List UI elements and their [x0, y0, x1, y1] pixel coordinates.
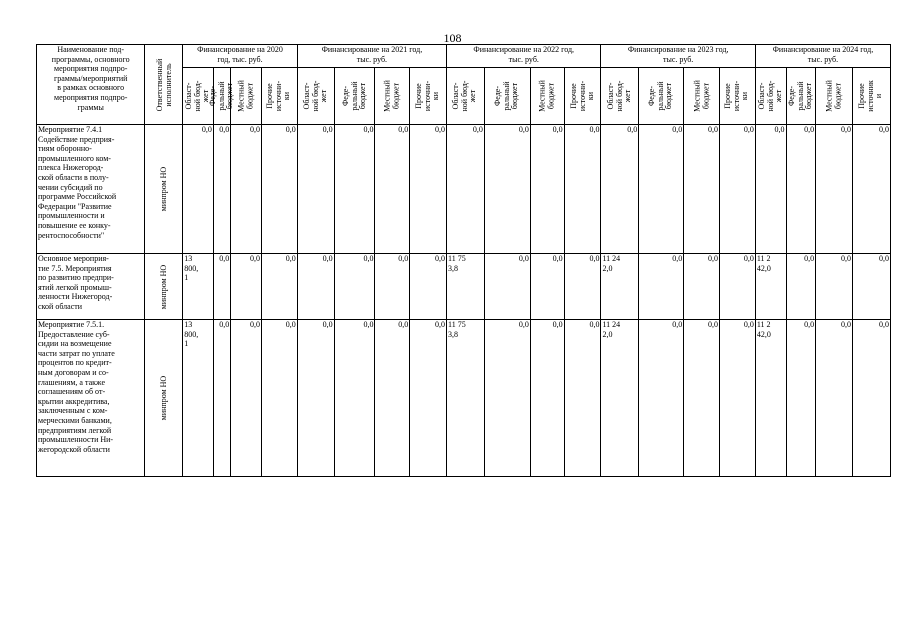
header-group-2022: Финансирование на 2022 год, тыс. руб. [447, 45, 601, 68]
header-subcolumn [231, 68, 262, 125]
header-subcolumn [208, 68, 235, 125]
header-subcolumn-label: Прочие источни- ки [723, 80, 750, 112]
header-group-2020: Финансирование на 2020 год, тыс. руб. [183, 45, 298, 68]
row-value: 0,0 [231, 320, 262, 477]
header-subcolumn [410, 68, 447, 125]
header-subcolumn [601, 68, 639, 125]
row-value: 0,0 [213, 254, 230, 320]
header-subcolumn [261, 68, 297, 125]
row-value: 0,0 [183, 125, 214, 254]
page-number: 108 [443, 31, 462, 45]
header-subcolumn-label: Феде- ральный бюджет [208, 81, 235, 111]
row-value: 0,0 [334, 125, 375, 254]
header-subcolumn [530, 68, 564, 125]
header-subcolumn [375, 68, 410, 125]
row-value: 0,0 [261, 125, 297, 254]
row-responsible-label: минпром НО [159, 264, 168, 309]
row-responsible [145, 125, 183, 254]
row-value: 0,0 [816, 254, 853, 320]
row-value: 0,0 [601, 125, 639, 254]
table-row [37, 320, 891, 477]
row-value: 0,0 [484, 125, 530, 254]
header-subcolumn-label: Прочие источни- ки [414, 80, 441, 112]
row-name: Основное мероприя- тие 7.5. Мероприятия по развитию предпри- ятий легкой промыш- ленности Нижегород- ской области [37, 254, 145, 320]
row-value: 11 24 2,0 [601, 320, 639, 477]
row-value: 0,0 [639, 320, 684, 477]
row-value: 0,0 [530, 254, 564, 320]
header-subcolumn [852, 68, 890, 125]
header-subcolumn [639, 68, 684, 125]
header-subcolumn [484, 68, 530, 125]
row-value: 0,0 [410, 254, 447, 320]
header-subcolumn-label: Местный бюджет [382, 80, 401, 112]
row-value: 0,0 [375, 125, 410, 254]
row-value: 0,0 [684, 254, 720, 320]
table-row [37, 125, 891, 254]
row-responsible-label: минпром НО [159, 375, 168, 421]
row-value: 0,0 [852, 125, 890, 254]
row-value: 11 2 42,0 [755, 254, 786, 320]
row-value: 11 24 2,0 [601, 254, 639, 320]
row-value: 0,0 [530, 320, 564, 477]
header-subcolumn [334, 68, 375, 125]
row-value: 0,0 [213, 125, 230, 254]
header-subcolumn-label: Област- ной бюд- жет [301, 80, 328, 112]
row-value: 0,0 [297, 254, 334, 320]
row-value: 0,0 [639, 125, 684, 254]
row-value: 0,0 [213, 320, 230, 477]
row-value: 0,0 [786, 125, 816, 254]
header-subcolumn-label: Прочие источник и [857, 80, 884, 112]
row-value: 0,0 [852, 320, 890, 477]
row-value: 0,0 [564, 254, 601, 320]
header-subcolumn-label: Област- ной бюд- жет [451, 80, 478, 112]
row-name: Мероприятие 7.4.1 Содействие предприя- тиям оборонно- промышленного ком- плекса Нижегород- ской области в полу- чении субсидий по программе Российской Федерации "Развитие промышленности и повышение ее конку- рентоспособности" [37, 125, 145, 254]
row-value: 0,0 [261, 254, 297, 320]
row-value: 11 2 42,0 [755, 320, 786, 477]
row-value: 13 800, 1 [183, 320, 214, 477]
row-value: 0,0 [564, 320, 601, 477]
table-row [37, 254, 891, 320]
header-subcolumn [720, 68, 756, 125]
header-subcolumn [816, 68, 853, 125]
header-subcolumn-label: Феде- ральный бюджет [786, 81, 814, 111]
header-subcolumn-label: Местный бюджет [236, 80, 255, 112]
row-value: 0,0 [410, 125, 447, 254]
header-subcolumn [564, 68, 601, 125]
row-value: 0,0 [334, 254, 375, 320]
row-value: 0,0 [786, 254, 816, 320]
header-subcolumn-label: Прочие источни- ки [265, 80, 292, 112]
row-name: Мероприятие 7.5.1. Предоставление суб- сидии на возмещение части затрат по уплате процентов по кредит- ным договорам и со- глашениям, а также соглашениям об от- крытии аккредитива, заключенным с ком- мерческими банками, предприятиям легкой промышленности Ни- жегородской области [37, 320, 145, 477]
row-value: 0,0 [852, 254, 890, 320]
row-value: 0,0 [564, 125, 601, 254]
header-subcolumn [684, 68, 720, 125]
row-value: 11 75 3,8 [447, 320, 485, 477]
row-value: 11 75 3,8 [447, 254, 485, 320]
row-value: 0,0 [484, 254, 530, 320]
header-group-2024: Финансирование на 2024 год, тыс. руб. [755, 45, 890, 68]
row-value: 0,0 [231, 125, 262, 254]
row-value: 0,0 [375, 320, 410, 477]
header-subcolumn [447, 68, 485, 125]
header-subcolumn-label: Феде- ральный бюджет [647, 81, 674, 111]
header-responsible-column [145, 45, 183, 125]
header-subcolumn-label: Местный бюджет [824, 80, 843, 112]
row-value: 0,0 [816, 320, 853, 477]
row-value: 0,0 [786, 320, 816, 477]
row-value: 0,0 [410, 320, 447, 477]
header-subcolumn-label: Местный бюджет [692, 80, 710, 112]
row-value: 0,0 [684, 125, 720, 254]
row-value: 0,0 [684, 320, 720, 477]
header-subcolumn-label: Област- ной бюд- жет [184, 80, 211, 112]
row-value: 0,0 [375, 254, 410, 320]
row-value: 0,0 [720, 320, 756, 477]
header-subcolumn-label: Област- ной бюд- жет [605, 80, 633, 112]
row-value: 0,0 [720, 125, 756, 254]
row-value: 0,0 [484, 320, 530, 477]
row-value: 0,0 [297, 125, 334, 254]
row-responsible [145, 254, 183, 320]
row-value: 0,0 [261, 320, 297, 477]
row-responsible-label: минпром НО [159, 166, 168, 212]
header-subcolumn [297, 68, 334, 125]
row-value: 0,0 [447, 125, 485, 254]
header-subcolumn [786, 68, 816, 125]
row-value: 0,0 [720, 254, 756, 320]
header-group-2023: Финансирование на 2023 год, тыс. руб. [601, 45, 755, 68]
row-value: 0,0 [755, 125, 786, 254]
header-subcolumn-label: Феде- ральный бюджет [493, 81, 520, 111]
header-responsible-label: Ответственный исполнитель [154, 58, 173, 111]
header-subcolumn-label: Местный бюджет [537, 80, 556, 112]
row-value: 0,0 [297, 320, 334, 477]
header-subcolumn-label: Прочие источни- ки [568, 80, 595, 112]
row-value: 0,0 [231, 254, 262, 320]
row-value: 13 800, 1 [183, 254, 214, 320]
row-responsible [145, 320, 183, 477]
header-subcolumn-label: Област- ной бюд- жет [756, 80, 783, 112]
row-value: 0,0 [530, 125, 564, 254]
header-subcolumn [755, 68, 786, 125]
header-group-2021: Финансирование на 2021 год, тыс. руб. [297, 45, 446, 68]
row-value: 0,0 [639, 254, 684, 320]
header-subcolumn-label: Феде- ральный бюджет [340, 81, 367, 111]
row-value: 0,0 [334, 320, 375, 477]
header-name-column: Наименование под- программы, основного мероприятия подпро- граммы/мероприятий в рамках основного мероприятия подпро- граммы [37, 45, 145, 125]
financing-table [36, 44, 891, 477]
row-value: 0,0 [816, 125, 853, 254]
